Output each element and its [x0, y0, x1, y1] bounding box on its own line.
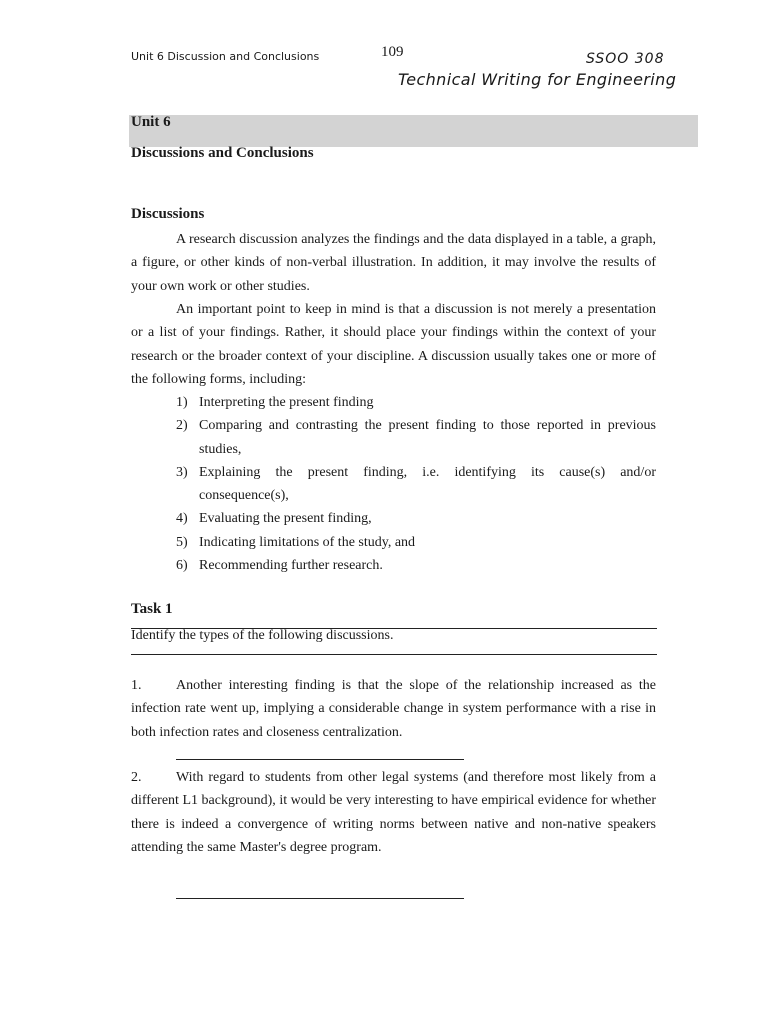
discussion-paragraph-2: [131, 298, 656, 391]
running-header-unit: Unit 6 Discussion and Conclusions: [131, 50, 320, 63]
course-title: Technical Writing for Engineering: [398, 70, 677, 89]
list-item-text: Interpreting the present finding: [199, 395, 374, 410]
unit-title-band: [129, 115, 698, 147]
list-item-text: Recommending further research.: [199, 558, 383, 574]
task-instruction: Identify the types of the following discussions.: [131, 628, 394, 643]
list-item: [176, 391, 656, 414]
task-item-number: 1.: [131, 678, 142, 693]
unit-subtitle: Discussions and Conclusions: [131, 145, 314, 161]
list-item-number: 1): [176, 395, 188, 410]
task-item-text: With regard to students from other legal systems (and therefore most likely from a different L1 background), it would be very interesting to have empirical evidence for whether there is indeed a convergence of writing norms between native and non-native speakers attending the same Master's degree program.: [131, 770, 656, 855]
list-item-number: 6): [176, 558, 188, 574]
paragraph-text: An important point to keep in mind is that a discussion is not merely a presentation or a list of your findings. Rather, it should place your findings within the context of your research or the broader context of your discipline. A discussion usually takes one or more of the following forms, including:: [131, 302, 656, 387]
course-code: SSOO 308: [586, 51, 665, 67]
section-heading-discussions: Discussions: [131, 206, 205, 222]
list-item-text: Indicating limitations of the study, and: [199, 534, 416, 550]
list-item: [176, 531, 656, 554]
list-item: [176, 507, 656, 530]
task-heading: Task 1: [131, 601, 173, 617]
list-item-number: 5): [176, 534, 188, 550]
list-item: [176, 554, 656, 577]
discussion-forms-list: [176, 391, 656, 577]
task-item-1: [131, 674, 656, 744]
list-item-number: 3): [176, 464, 188, 480]
list-item-text: Explaining the present finding, i.e. identifying its cause(s) and/or consequence(s),: [199, 464, 656, 504]
paragraph-text: A research discussion analyzes the findings and the data displayed in a table, a graph, a figure, or other kinds of non-verbal illustration. In addition, it may involve the results of your own work or other studies.: [131, 232, 656, 294]
list-item-text: Evaluating the present finding,: [199, 511, 372, 527]
answer-line-2[interactable]: [176, 898, 464, 899]
task-rule-bottom: [131, 654, 657, 655]
page-number: 109: [381, 44, 404, 60]
answer-line-1[interactable]: [176, 759, 464, 760]
discussion-paragraph-1: [131, 228, 656, 298]
task-item-number: 2.: [131, 770, 142, 785]
list-item: [176, 461, 656, 508]
list-item: [176, 414, 656, 461]
task-item-text: Another interesting finding is that the slope of the relationship increased as the infection rate went up, implying a considerable change in system performance with a rise in both infection rates and closeness centralization.: [131, 678, 656, 740]
list-item-number: 2): [176, 418, 188, 434]
unit-title: Unit 6: [131, 114, 171, 130]
list-item-number: 4): [176, 511, 188, 527]
task-item-2: [131, 766, 656, 859]
list-item-text: Comparing and contrasting the present finding to those reported in previous studies,: [199, 418, 656, 457]
